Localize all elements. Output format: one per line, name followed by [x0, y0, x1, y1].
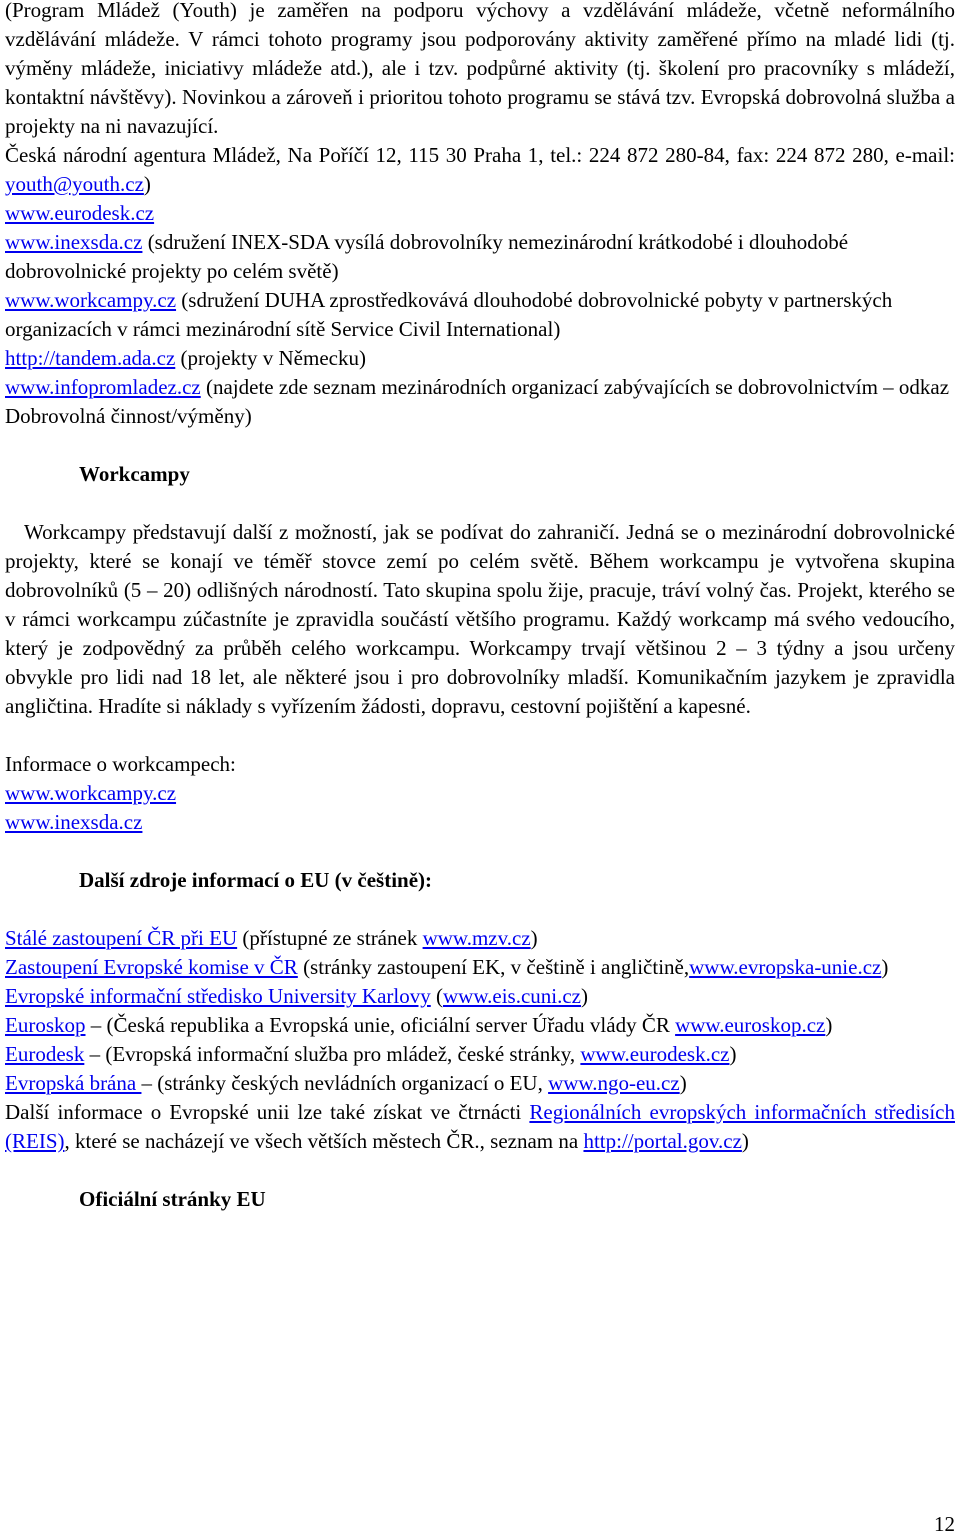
reis-link[interactable]: Regionálních evropských informačních středisích (REIS)	[5, 1100, 955, 1153]
inexsda-link[interactable]: www.inexsda.cz	[5, 230, 143, 254]
infopromladez-link[interactable]: www.infopromladez.cz	[5, 375, 201, 399]
eu-sources-list	[5, 924, 955, 1156]
euroskop-link[interactable]: Euroskop	[5, 1013, 86, 1037]
document-page	[5, 0, 955, 1214]
eu-source-item: Eurodesk – (Evropská informační služba pro mládež, české stránky, www.eurodesk.cz)	[5, 1042, 737, 1066]
inexsda-description: (sdružení INEX-SDA vysílá dobrovolníky nemezinárodní krátkodobé i dlouhodobé dobrovolnické projekty po celém světě)	[5, 230, 849, 283]
eu-source-item: Evropská brána – (stránky českých nevládních organizací o EU, www.ngo-eu.cz)	[5, 1071, 687, 1095]
eurodesk-url-link[interactable]: www.eurodesk.cz	[580, 1042, 730, 1066]
tandem-description: (projekty v Německu)	[175, 346, 366, 370]
eurodesk-link[interactable]: www.eurodesk.cz	[5, 201, 155, 225]
portal-gov-link[interactable]: http://portal.gov.cz	[583, 1129, 742, 1153]
eu-source-item: Stálé zastoupení ČR při EU (přístupné ze stránek www.mzv.cz)	[5, 926, 538, 950]
workcampy-heading: Workcampy	[79, 462, 190, 486]
zastoupeni-komise-link[interactable]: Zastoupení Evropské komise v ČR	[5, 955, 298, 979]
workcampy-description: (sdružení DUHA zprostředkovává dlouhodobé dobrovolnické pobyty v partnerských organizacích v rámci mezinárodní sítě Service Civil International)	[5, 288, 893, 341]
agency-email-link[interactable]: youth@youth.cz	[5, 172, 144, 196]
link-tandem-line	[5, 344, 955, 373]
workcampy-info-link1-line	[5, 779, 955, 808]
tandem-link[interactable]: http://tandem.ada.cz	[5, 346, 176, 370]
agency-contact: Česká národní agentura Mládež, Na Poříčí 12, 115 30 Praha 1, tel.: 224 872 280-84, fax: 224 872 280, e-mail: youth@youth.cz)	[5, 143, 955, 196]
agency-text: Česká národní agentura Mládež, Na Poříčí 12, 115 30 Praha 1, tel.: 224 872 280-84, fax: 224 872 280, e-mail:	[5, 143, 955, 167]
intro-paragraph	[5, 0, 955, 141]
infopromladez-description: (najdete zde seznam mezinárodních organizací zabývajících se dobrovolnictvím – odkaz Dobrovolná činnost/výměny)	[5, 375, 950, 428]
link-inexsda-line	[5, 228, 955, 286]
ngo-eu-link[interactable]: www.ngo-eu.cz	[548, 1071, 680, 1095]
workcampy-info-label: Informace o workcampech:	[5, 752, 236, 776]
page-number: 12	[934, 1512, 955, 1536]
evropska-brana-link[interactable]: Evropská brána	[5, 1071, 142, 1095]
link-workcampy-line	[5, 286, 955, 344]
intro-text: (Program Mládež (Youth) je zaměřen na podporu výchovy a vzdělávání mládeže, včetně neformálního vzdělávání mládeže. V rámci tohoto programy jsou podporovány aktivity zaměřené přímo na mladé lidi (tj. výměny mládeže, iniciativy mládeže atd.), ale i tzv. podpůrné aktivity (tj. školení pro pracovníky s mládeží, kontaktní návštěvy). Novinkou a zároveň i prioritou tohoto programu se stává tzv. Evropská dobrovolná služba a projekty na ni navazující.	[5, 0, 955, 138]
eu-source-item: Další informace o Evropské unii lze také získat ve čtrnácti Regionálních evropských informačních středisích (REIS), které se nacházejí ve všech větších městech ČR., seznam na http://portal.gov.cz)	[5, 1100, 955, 1153]
link-eurodesk-line	[5, 199, 955, 228]
eu-source-item: Euroskop – (Česká republika a Evropská unie, oficiální server Úřadu vlády ČR www.euroskop.cz)	[5, 1013, 833, 1037]
workcampy-info-link-inexsda[interactable]: www.inexsda.cz	[5, 810, 143, 834]
euroskop-url-link[interactable]: www.euroskop.cz	[675, 1013, 826, 1037]
workcampy-info-link2-line	[5, 808, 955, 837]
eis-cuni-link[interactable]: www.eis.cuni.cz	[443, 984, 582, 1008]
eu-source-item: Zastoupení Evropské komise v ČR (stránky zastoupení EK, v češtině i angličtině,www.evropska-unie.cz)	[5, 955, 889, 979]
stale-zastoupeni-link[interactable]: Stálé zastoupení ČR při EU	[5, 926, 238, 950]
workcampy-body: Workcampy představují další z možností, jak se podívat do zahraničí. Jedná se o mezinárodní dobrovolnické projekty, které se konají ve téměř stovce zemí po celém světě. Během workcampu je vytvořena skupina dobrovolníků (5 – 20) odlišných národností. Tato skupina spolu žije, pracuje, tráví volný čas. Projekt, kterého se v rámci workcampu zúčastníte je zpravidla součástí většího programu. Každý workcamp má svého vedoucího, který je zodpovědný za průběh celého workcampu. Workcampy trvají většinou 2 – 3 týdny a jsou určeny obvykle pro lidi nad 18 let, ale některé jsou i pro dobrovolníky mladší. Komunikačním jazykem je zpravidla angličtina. Hradíte si náklady s vyřízením žádosti, dopravu, cestovní pojištění a kapesné.	[5, 520, 955, 718]
eu-sources-heading: Další zdroje informací o EU (v češtině):	[79, 868, 433, 892]
mzv-link[interactable]: www.mzv.cz	[422, 926, 531, 950]
official-eu-heading: Oficiální stránky EU	[79, 1187, 266, 1211]
link-infopromladez-line	[5, 373, 955, 431]
evropska-unie-link[interactable]: www.evropska-unie.cz	[689, 955, 882, 979]
eu-source-item: Evropské informační středisko University Karlovy (www.eis.cuni.cz)	[5, 984, 589, 1008]
eurodesk-source-link[interactable]: Eurodesk	[5, 1042, 85, 1066]
workcampy-link[interactable]: www.workcampy.cz	[5, 288, 177, 312]
eis-uk-link[interactable]: Evropské informační středisko University Karlovy	[5, 984, 431, 1008]
workcampy-info-link-workcampy[interactable]: www.workcampy.cz	[5, 781, 177, 805]
